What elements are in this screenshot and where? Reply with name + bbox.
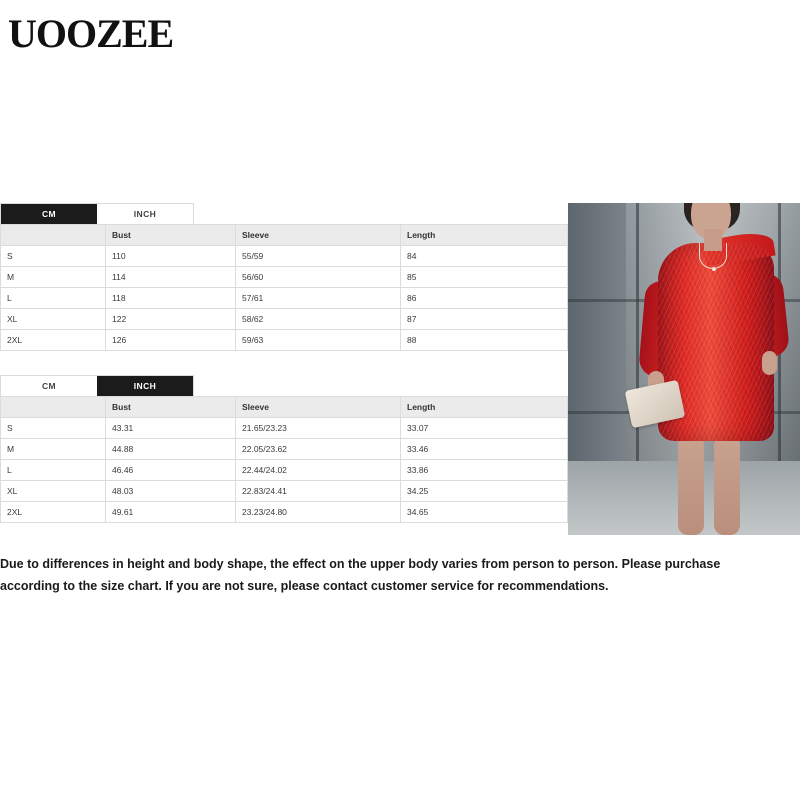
table-row <box>1 460 568 481</box>
cell-bust: 118 <box>106 288 236 309</box>
cell-sleeve: 57/61 <box>236 288 401 309</box>
table-row <box>1 267 568 288</box>
cell-length: 34.25 <box>401 481 568 502</box>
model-leg-right <box>714 435 740 535</box>
cell-size: M <box>1 439 106 460</box>
brand-logo: UOOZEE <box>8 11 174 56</box>
cell-bust: 46.46 <box>106 460 236 481</box>
header-length: Length <box>401 225 568 246</box>
cell-bust: 48.03 <box>106 481 236 502</box>
header-length: Length <box>401 397 568 418</box>
table-header-row <box>1 225 568 246</box>
cell-bust: 114 <box>106 267 236 288</box>
size-table-cm <box>0 224 568 351</box>
cell-length: 87 <box>401 309 568 330</box>
header-bust: Bust <box>106 225 236 246</box>
table-row <box>1 246 568 267</box>
tab-cm-active[interactable]: CM <box>1 204 97 224</box>
cell-length: 88 <box>401 330 568 351</box>
table-row <box>1 481 568 502</box>
header-sleeve: Sleeve <box>236 397 401 418</box>
size-tables-section <box>0 203 567 523</box>
cell-size: 2XL <box>1 502 106 523</box>
table-row <box>1 502 568 523</box>
cell-bust: 49.61 <box>106 502 236 523</box>
table-row <box>1 288 568 309</box>
cell-length: 34.65 <box>401 502 568 523</box>
cell-sleeve: 56/60 <box>236 267 401 288</box>
cell-bust: 43.31 <box>106 418 236 439</box>
model-leg-left <box>678 435 704 535</box>
cell-size: M <box>1 267 106 288</box>
header-bust: Bust <box>106 397 236 418</box>
cell-length: 84 <box>401 246 568 267</box>
table-row <box>1 439 568 460</box>
cell-length: 33.46 <box>401 439 568 460</box>
cell-size: S <box>1 418 106 439</box>
cell-sleeve: 22.44/24.02 <box>236 460 401 481</box>
cm-table-tabs[interactable] <box>0 203 194 224</box>
table-row <box>1 418 568 439</box>
size-table-inch <box>0 396 568 523</box>
cell-size: XL <box>1 481 106 502</box>
product-model-photo <box>568 203 800 535</box>
cell-size: S <box>1 246 106 267</box>
tab-cm-inactive[interactable]: CM <box>1 376 97 396</box>
model-legs <box>672 435 746 535</box>
header-size <box>1 225 106 246</box>
cell-bust: 44.88 <box>106 439 236 460</box>
table-header-row <box>1 397 568 418</box>
cell-size: XL <box>1 309 106 330</box>
cell-sleeve: 21.65/23.23 <box>236 418 401 439</box>
cell-length: 85 <box>401 267 568 288</box>
inch-table-tabs[interactable] <box>0 375 194 396</box>
cell-size: L <box>1 288 106 309</box>
cell-length: 33.86 <box>401 460 568 481</box>
cell-sleeve: 55/59 <box>236 246 401 267</box>
cell-sleeve: 22.83/24.41 <box>236 481 401 502</box>
cell-bust: 110 <box>106 246 236 267</box>
table-row <box>1 330 568 351</box>
model-hand-right <box>762 351 777 375</box>
cell-sleeve: 59/63 <box>236 330 401 351</box>
table-row <box>1 309 568 330</box>
cell-sleeve: 22.05/23.62 <box>236 439 401 460</box>
tab-inch-active[interactable]: INCH <box>97 376 193 396</box>
sizing-disclaimer-note: Due to differences in height and body shape, the effect on the upper body varies from person to person. Please purchase according to the size chart. If you are not sure, please contact customer service for recommendations. <box>0 557 721 593</box>
cell-size: 2XL <box>1 330 106 351</box>
pendant-necklace <box>699 243 727 269</box>
cell-sleeve: 23.23/24.80 <box>236 502 401 523</box>
cell-length: 33.07 <box>401 418 568 439</box>
header-size <box>1 397 106 418</box>
cell-bust: 126 <box>106 330 236 351</box>
cell-length: 86 <box>401 288 568 309</box>
cell-sleeve: 58/62 <box>236 309 401 330</box>
tab-inch-inactive[interactable]: INCH <box>97 204 193 224</box>
cell-size: L <box>1 460 106 481</box>
header-sleeve: Sleeve <box>236 225 401 246</box>
table-spacer <box>0 351 567 375</box>
cell-bust: 122 <box>106 309 236 330</box>
